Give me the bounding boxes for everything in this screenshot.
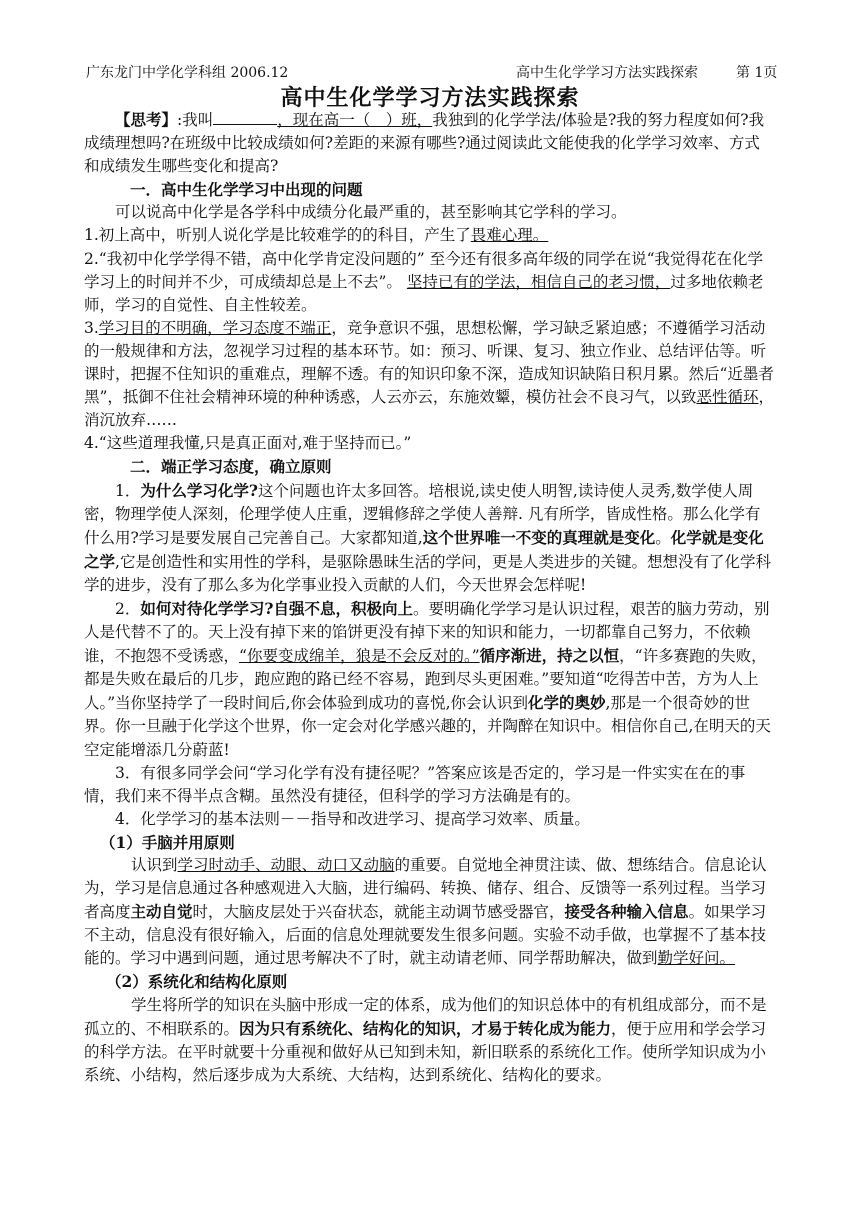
section-2-heading: 二．端正学习态度，确立原则: [130, 457, 332, 477]
q2-underline: “你要变成绵羊，狼是不会反对的。”: [239, 647, 480, 666]
q1-bold-3: 化学就是变化之学: [84, 527, 764, 571]
rule-2-paragraph: [84, 994, 774, 1087]
think-label: 【思考】: [115, 110, 178, 129]
q1-bold-2: 这个世界唯一不变的真理就是变化: [422, 527, 656, 547]
section-1-intro: 可以说高中化学是各学科中成绩分化最严重的，甚至影响其它学科的学习。: [115, 203, 627, 222]
problem-2: [84, 248, 774, 317]
think-text-3: 我独到的化学学法/体验是?我的努力程度如何?我成绩理想吗?在班级中比较成绩如何?差距的来源有哪些?通过阅读此文能使我的化学学习效率、方式和成绩发生哪些变化和提高?: [84, 111, 765, 176]
rule-2-heading: （2）系统化和结构化原则: [106, 972, 288, 992]
name-blank: [213, 110, 277, 125]
q1-num: 1．: [115, 481, 141, 500]
rule-1-paragraph: [84, 854, 774, 970]
think-paragraph: [84, 108, 774, 178]
problem-3-underline: 学习目的不明确，学习态度不端正: [98, 318, 332, 337]
problem-4: 4.“这些道理我懂,只是真正面对,难于坚持而已。”: [84, 434, 412, 453]
header-right: 高中生化学学习方法实践探索: [516, 65, 698, 81]
rule-1-heading: （1）手脑并用原则: [100, 832, 235, 852]
q2-text-end: ,那是一个很奇妙的世界。你一旦融于化学这个世界，你一定会对化学感兴趣的，并陶醉在知识中。相信你自己,在明天的天空定能增添几分蔚蓝!: [84, 694, 771, 759]
problem-3-num: 3.: [84, 318, 99, 337]
header-page-number: 第 1页: [736, 65, 778, 81]
question-2: [84, 597, 774, 762]
document-body: [84, 108, 774, 1087]
r1-text-2: 的重要。自觉地全神贯注读、做、想练结合。信息论认为，学习是信息通过各种感观进入大脑，进行编码、转换、储存、组合、反馈等一系列过程。当学习者高度: [84, 856, 767, 922]
q1-text: 这个问题也许太多回答。培根说,读史使人明智,读诗使人灵秀,数学使人周密，物理学使人深刻，伦理学使人庄重，逻辑修辞之学使人善辩. 凡有所学，皆成性格。那么化学有什么用?学习是要发展自己完善自己。大家都知道,: [84, 481, 761, 547]
q2-num: 2．: [115, 599, 141, 618]
q2-text: 。要明确化学学习是认识过程，艰苦的脑力劳动，别人是代替不了的。天上没有掉下来的馅饼更没有掉下来的知识和能力，一切都靠自己努力，不依赖谁，不抱怨不受诱惑，: [84, 599, 770, 666]
problem-2-text-end: 过多地依赖老师，学习的自觉性、自主性较差。: [84, 272, 764, 314]
problem-2-underline: 坚持已有的学法，相信自己的老习惯，: [406, 272, 671, 291]
problem-1-underline: 畏难心理。: [470, 226, 549, 245]
problem-2-text: 2.“我初中化学学得不错，高中化学肯定没问题的” 至今还有很多高年级的同学在说“我觉得花在化学学习上的时间并不少，可成绩却总是上不去”。: [84, 249, 763, 291]
r1-text-4: 。如果学习不主动，信息没有很好输入，后面的信息处理就要发生很多问题。实验不动手做，也掌握不了基本技能的。学习中遇到问题，通过思考解决不了时，就主动请老师、同学帮助解决，做到: [84, 903, 767, 968]
q2-bold-2: 循序渐进，持之以恒: [479, 646, 620, 666]
question-1: [84, 479, 774, 597]
r1-text: 认识到: [131, 856, 178, 874]
r2-bold: 因为只有系统化、结构化的知识，才易于转化成为能力: [239, 1018, 612, 1038]
question-4: 4．化学学习的基本法则－－指导和改进学习、提高学习效率、质量。: [115, 809, 590, 828]
think-text-2: ，现在高一（ ）班，: [277, 111, 433, 129]
q2-text-2: ，“许多赛跑的失败，都是失败在最后的几步，跑应跑的路已经不容易，跑到尽头更困难。”要知道“吃得苦中苦，方为人上人。”当你坚持学了一段时间后,你会体验到成功的喜悦,你会认识到: [84, 647, 767, 713]
r1-text-3: 时，大脑皮层处于兴奋状态，就能主动调节感受器官，: [192, 903, 565, 922]
r1-underline: 学习时动手、动眼、动口又动脑: [177, 856, 395, 874]
problem-3-text-end: ，消沉放弃……: [84, 388, 774, 430]
problem-3-text: ，竞争意识不强，思想松懈，学习缺乏紧迫感；不遵循学习活动的一般规律和方法，忽视学习过程的基本环节。如：预习、听课、复习、独立作业、总结评估等。听课时，把握不住知识的重难点，理解不透。有的知识印象不深，造成知识缺陷日积月累。然后“近墨者黑”，抵御不住社会精神环境的种种诱惑，人云亦云，东施效颦，模仿社会不良习气，以致: [84, 318, 774, 407]
r1-bold: 主动自觉: [130, 902, 193, 922]
r2-text: 学生将所学的知识在头脑中形成一定的体系，成为他们的知识总体中的有机组成部分，而不是孤立的、不相联系的。: [84, 995, 767, 1038]
q2-bold-3: 化学的奥妙: [528, 693, 606, 713]
problem-3-underline-2: 恶性循环: [696, 388, 759, 407]
q1-period: 。: [655, 528, 671, 547]
r1-underline-2: 勤学好问。: [657, 949, 736, 968]
problem-1-text: 1.初上高中，听别人说化学是比较难学的的科目，产生了: [84, 226, 471, 245]
q1-text-end: ,它是创造性和实用性的学科，是驱除愚昧生活的学问，更是人类进步的关键。想想没有了化学科学的进步，没有了那么多为化学事业投入贡献的人们，今天世界会怎样呢!: [84, 552, 771, 594]
header-left: 广东龙门中学化学科组 2006.12: [86, 65, 289, 81]
think-text-1: :我叫: [177, 111, 214, 129]
question-3: 3．有很多同学会问“学习化学有没有捷径呢？”答案应该是否定的，学习是一件实实在在的事情，我们来不得半点含糊。虽然没有捷径，但科学的学习方法确是有的。: [84, 763, 746, 805]
r2-text-end: ，便于应用和学会学习的科学方法。在平时就要十分重视和做好从已知到未知，新旧联系的系统化工作。使所学知识成为小系统、小结构，然后逐步成为大系统、大结构，达到系统化、结构化的要求。: [84, 1019, 767, 1084]
problem-3: [84, 317, 774, 432]
q1-bold: 为什么学习化学?: [140, 480, 258, 500]
page-title: 高中生化学学习方法实践探索: [280, 85, 580, 111]
section-1-heading: 一．高中生化学学习中出现的问题: [130, 180, 363, 200]
q2-bold: 如何对待化学学习?自强不息，积极向上: [140, 598, 413, 618]
r1-bold-2: 接受各种输入信息: [564, 902, 689, 922]
problem-1: [84, 224, 774, 247]
